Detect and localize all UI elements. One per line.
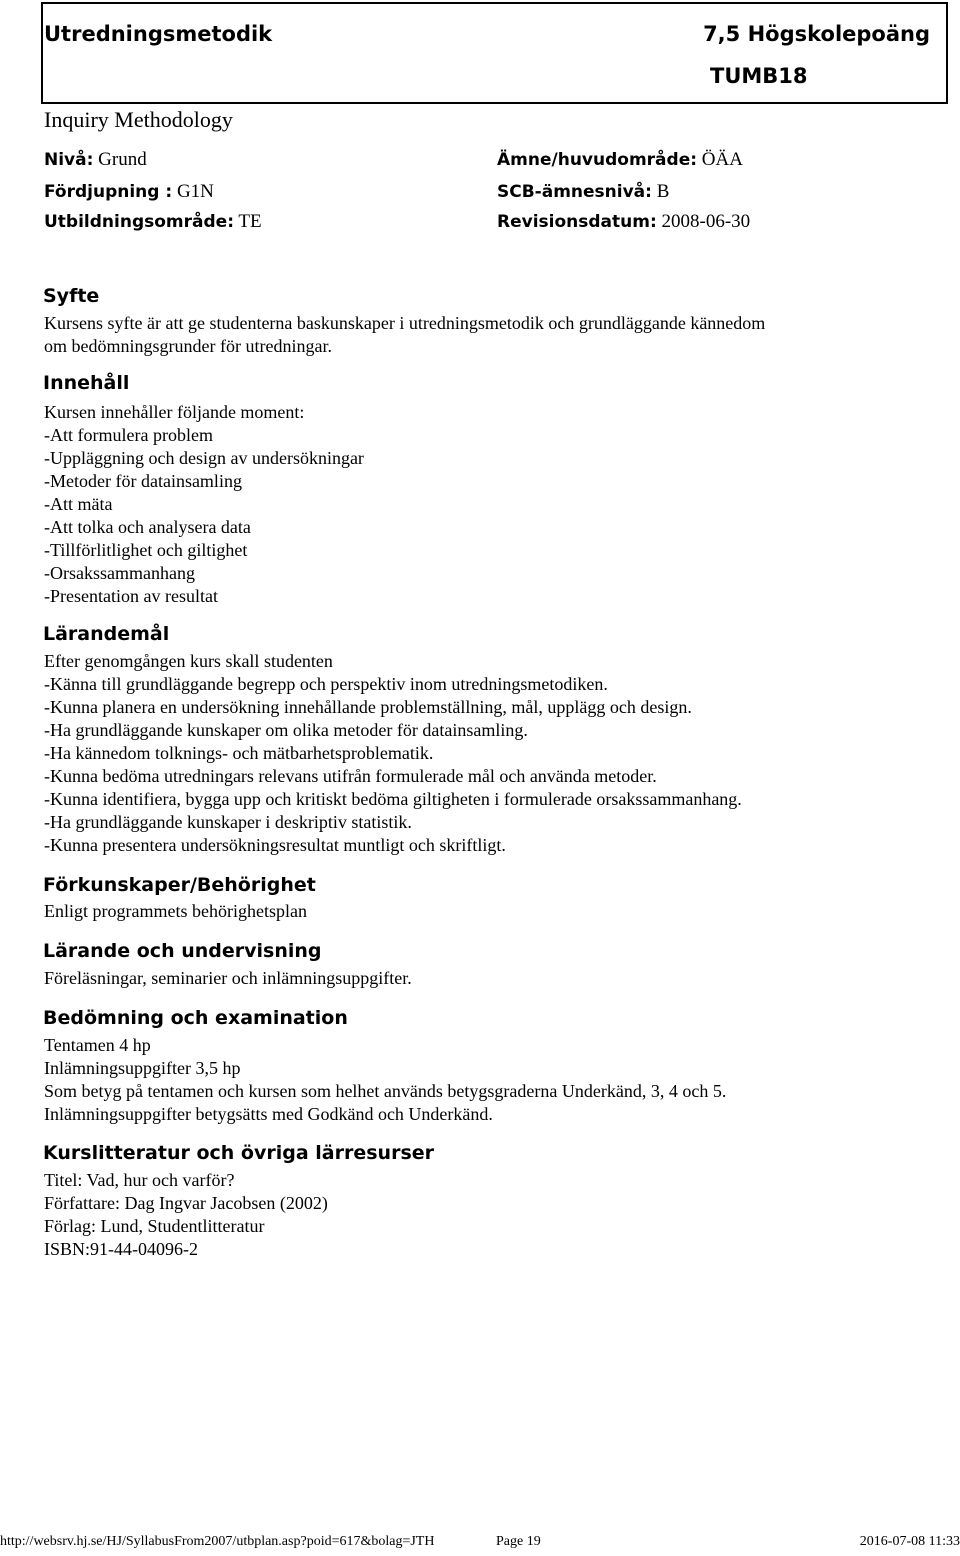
footer-datetime: 2016-07-08 11:33 [859,1534,960,1549]
meta-label: Revisionsdatum: [497,212,657,232]
course-credits: 7,5 Högskolepoäng [703,22,930,46]
text-line: Förlag: Lund, Studentlitteratur [44,1216,265,1236]
header-box [41,2,948,104]
meta-label: Nivå: [44,150,94,170]
text-line: Författare: Dag Ingvar Jacobsen (2002) [44,1193,328,1213]
meta-utbildningsomrade [44,211,262,233]
text-line: Inlämningsuppgifter 3,5 hp [44,1058,241,1078]
section-body-syfte [44,312,765,358]
meta-scb [497,181,669,203]
section-heading-innehall: Innehåll [43,372,130,394]
text-line: Tentamen 4 hp [44,1035,151,1055]
course-title: Utredningsmetodik [44,22,273,46]
text-line: Efter genomgången kurs skall studenten [44,651,333,671]
section-body-larandemal [44,650,742,857]
section-heading-syfte: Syfte [43,285,100,307]
text-line: Titel: Vad, hur och varför? [44,1170,235,1190]
text-line: Som betyg på tentamen och kursen som helhet används betygsgraderna Underkänd, 3, 4 och 5. [44,1081,727,1101]
list-item: -Ha kännedom tolknings- och mätbarhetsproblematik. [44,743,434,763]
meta-label: Fördjupning : [44,182,173,202]
section-heading-forkunskaper: Förkunskaper/Behörighet [43,874,316,896]
section-body-forkunskaper [44,900,307,923]
list-item: -Tillförlitlighet och giltighet [44,540,248,560]
list-item: -Kunna bedöma utredningars relevans utifrån formulerade mål och använda metoder. [44,766,657,786]
meta-label: Utbildningsområde: [44,212,234,232]
course-code: TUMB18 [710,64,808,88]
list-item: -Ha grundläggande kunskaper om olika metoder för datainsamling. [44,720,528,740]
meta-amne [497,149,743,171]
footer-page: Page 19 [496,1534,541,1549]
text-line: Kursen innehåller följande moment: [44,402,305,422]
section-heading-larande: Lärande och undervisning [43,940,322,962]
meta-value: 2008-06-30 [661,211,751,232]
list-item: -Metoder för datainsamling [44,471,242,491]
text-line: Föreläsningar, seminarier och inlämningsuppgifter. [44,968,412,988]
meta-niva [44,149,147,171]
list-item: -Kunna identifiera, bygga upp och kritiskt bedöma giltigheten i formulerade orsakssammanhang. [44,789,742,809]
meta-label: Ämne/huvudområde: [497,150,698,170]
text-line: ISBN:91-44-04096-2 [44,1239,198,1259]
list-item: -Ha grundläggande kunskaper i deskriptiv statistik. [44,812,412,832]
meta-value: Grund [98,149,147,170]
text-line: om bedömningsgrunder för utredningar. [44,336,332,356]
text-line: Enligt programmets behörighetsplan [44,901,307,921]
section-heading-larandemal: Lärandemål [43,623,170,645]
list-item: -Känna till grundläggande begrepp och perspektiv inom utredningsmetodiken. [44,674,608,694]
list-item: -Att formulera problem [44,425,213,445]
section-body-litteratur [44,1169,328,1261]
list-item: -Kunna presentera undersökningsresultat muntligt och skriftligt. [44,835,506,855]
section-body-bedomning [44,1034,726,1126]
section-heading-litteratur: Kurslitteratur och övriga lärresurser [43,1142,435,1164]
list-item: -Orsakssammanhang [44,563,195,583]
list-item: -Presentation av resultat [44,586,218,606]
footer-url: http://websrv.hj.se/HJ/SyllabusFrom2007/utbplan.asp?poid=617&bolag=JTH [0,1534,435,1549]
meta-value: ÖÄA [701,149,743,170]
meta-revisionsdatum [497,211,750,233]
meta-value: B [656,181,670,202]
text-line: Kursens syfte är att ge studenterna baskunskaper i utredningsmetodik och grundläggande kännedom [44,313,766,333]
section-body-larande [44,967,412,990]
section-body-innehall [44,401,364,608]
list-item: -Att mäta [44,494,113,514]
meta-label: SCB-ämnesnivå: [497,182,652,202]
meta-value: TE [238,211,262,232]
list-item: -Uppläggning och design av undersökningar [44,448,364,468]
english-title: Inquiry Methodology [44,107,233,132]
meta-value: G1N [176,181,214,202]
section-heading-bedomning: Bedömning och examination [43,1007,348,1029]
meta-fordjupning [44,181,214,203]
list-item: -Kunna planera en undersökning innehållande problemställning, mål, upplägg och design. [44,697,692,717]
text-line: Inlämningsuppgifter betygsätts med Godkänd och Underkänd. [44,1104,493,1124]
list-item: -Att tolka och analysera data [44,517,251,537]
